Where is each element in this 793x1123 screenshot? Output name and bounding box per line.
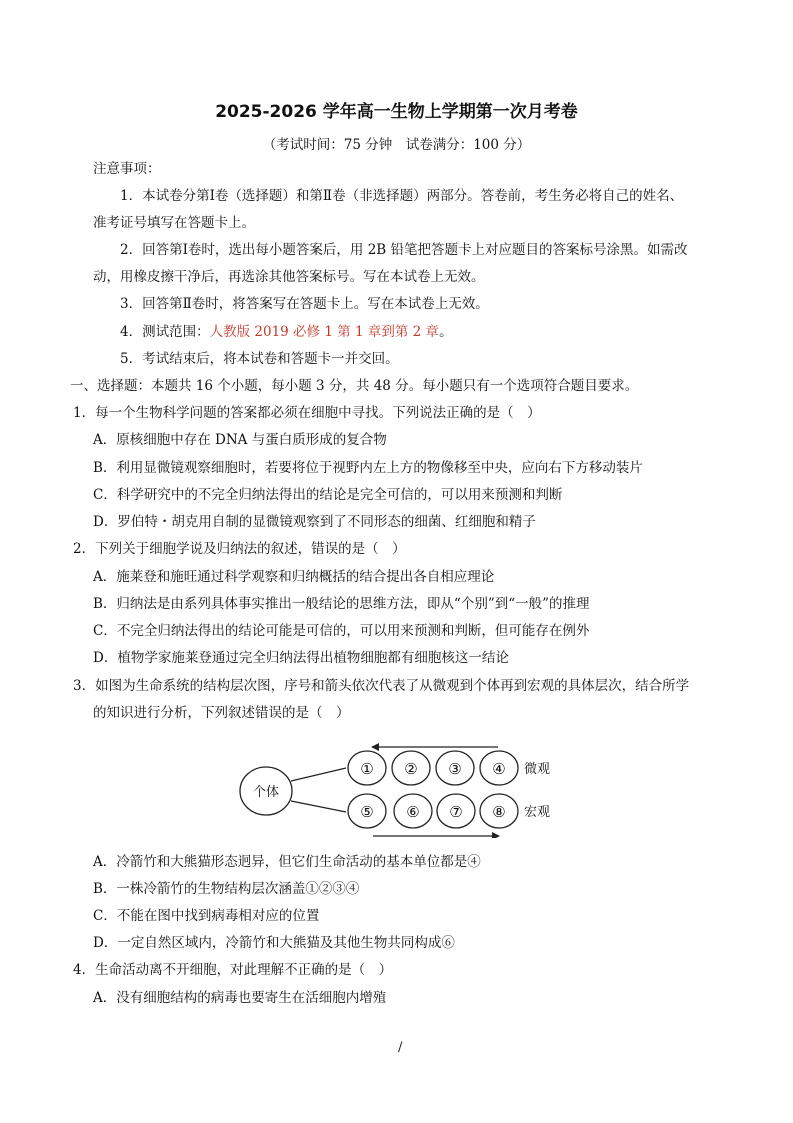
connector-to-macro bbox=[291, 801, 346, 812]
q3-option-a: A．冷箭竹和大熊猫形态迥异，但它们生命活动的基本单位都是④ bbox=[93, 854, 481, 870]
life-system-diagram bbox=[0, 738, 793, 838]
level-node-1-label: ① bbox=[360, 760, 374, 778]
exam-subtitle: （考试时间：75 分钟 试卷满分：100 分） bbox=[262, 137, 531, 153]
exam-title: 2025-2026 学年高一生物上学期第一次月考卷 bbox=[215, 102, 578, 122]
note-1-line-1: 1．本试卷分第Ⅰ卷（选择题）和第Ⅱ卷（非选择题）两部分。答卷前，考生务必将自己的姓名、 bbox=[120, 188, 684, 204]
page-number: / bbox=[398, 1040, 403, 1055]
q2-option-c: C．不完全归纳法得出的结论可能是可信的，可以用来预测和判断，但可能存在例外 bbox=[93, 623, 590, 639]
q2-option-d: D．植物学家施莱登通过完全归纳法得出植物细胞都有细胞核这一结论 bbox=[93, 650, 509, 666]
q1-stem: 1．每一个生物科学问题的答案都必须在细胞中寻找。下列说法正确的是（ ） bbox=[73, 405, 541, 421]
note-5: 5．考试结束后，将本试卷和答题卡一并交回。 bbox=[120, 351, 399, 367]
connector-to-micro bbox=[291, 768, 346, 781]
q1-option-d: D．罗伯特・胡克用自制的显微镜观察到了不同形态的细菌、红细胞和精子 bbox=[93, 514, 536, 530]
macro-label: 宏观 bbox=[524, 805, 551, 820]
note-4-suffix: 。 bbox=[439, 324, 453, 340]
level-node-8-label: ⑧ bbox=[492, 803, 506, 821]
q4-option-a: A．没有细胞结构的病毒也要寄生在活细胞内增殖 bbox=[93, 990, 387, 1006]
q4-stem: 4．生命活动离不开细胞，对此理解不正确的是（ ） bbox=[73, 962, 393, 978]
notes-heading: 注意事项： bbox=[93, 161, 161, 177]
note-2-line-1: 2．回答第Ⅰ卷时，选出每小题答案后，用 2B 铅笔把答题卡上对应题目的答案标号涂黑。如需改 bbox=[120, 242, 688, 258]
level-node-3-label: ③ bbox=[448, 760, 462, 778]
q3-stem-line-2: 的知识进行分析，下列叙述错误的是（ ） bbox=[93, 705, 350, 721]
note-1-line-2: 准考证号填写在答题卡上。 bbox=[93, 215, 255, 231]
q3-option-d: D．一定自然区域内，冷箭竹和大熊猫及其他生物共同构成⑥ bbox=[93, 935, 455, 951]
q1-option-b: B．利用显微镜观察细胞时，若要将位于视野内左上方的物像移至中央，应向右下方移动装片 bbox=[93, 460, 643, 476]
test-range: 人教版 2019 必修 1 第 1 章到第 2 章 bbox=[209, 324, 440, 340]
q1-option-c: C．科学研究中的不完全归纳法得出的结论是完全可信的，可以用来预测和判断 bbox=[93, 487, 563, 503]
q3-option-b: B．一株冷箭竹的生物结构层次涵盖①②③④ bbox=[93, 881, 360, 897]
note-4 bbox=[120, 323, 453, 341]
note-4-prefix: 4．测试范围： bbox=[120, 324, 210, 340]
level-node-2-label: ② bbox=[404, 760, 418, 778]
q2-stem: 2．下列关于细胞学说及归纳法的叙述，错误的是（ ） bbox=[73, 541, 406, 557]
note-2-line-2: 动，用橡皮擦干净后，再选涂其他答案标号。写在本试卷上无效。 bbox=[93, 269, 485, 285]
individual-label: 个体 bbox=[252, 785, 280, 800]
micro-label: 微观 bbox=[524, 762, 551, 777]
level-node-6-label: ⑥ bbox=[406, 803, 420, 821]
q2-option-b: B．归纳法是由系列具体事实推出一般结论的思维方法，即从“个别”到“一般”的推理 bbox=[93, 596, 590, 612]
section-1-heading: 一、选择题：本题共 16 个小题，每小题 3 分，共 48 分。每小题只有一个选项符合题目要求。 bbox=[70, 378, 639, 394]
note-3: 3．回答第Ⅱ卷时，将答案写在答题卡上。写在本试卷上无效。 bbox=[120, 296, 489, 312]
level-node-7-label: ⑦ bbox=[449, 803, 463, 821]
level-node-5-label: ⑤ bbox=[360, 803, 374, 821]
q3-stem-line-1: 3．如图为生命系统的结构层次图，序号和箭头依次代表了从微观到个体再到宏观的具体层次，结合所学 bbox=[73, 678, 690, 694]
q2-option-a: A．施莱登和施旺通过科学观察和归纳概括的结合提出各自相应理论 bbox=[93, 569, 495, 585]
q1-option-a: A．原核细胞中存在 DNA 与蛋白质形成的复合物 bbox=[93, 432, 387, 448]
level-node-4-label: ④ bbox=[492, 760, 506, 778]
q3-option-c: C．不能在图中找到病毒相对应的位置 bbox=[93, 908, 320, 924]
